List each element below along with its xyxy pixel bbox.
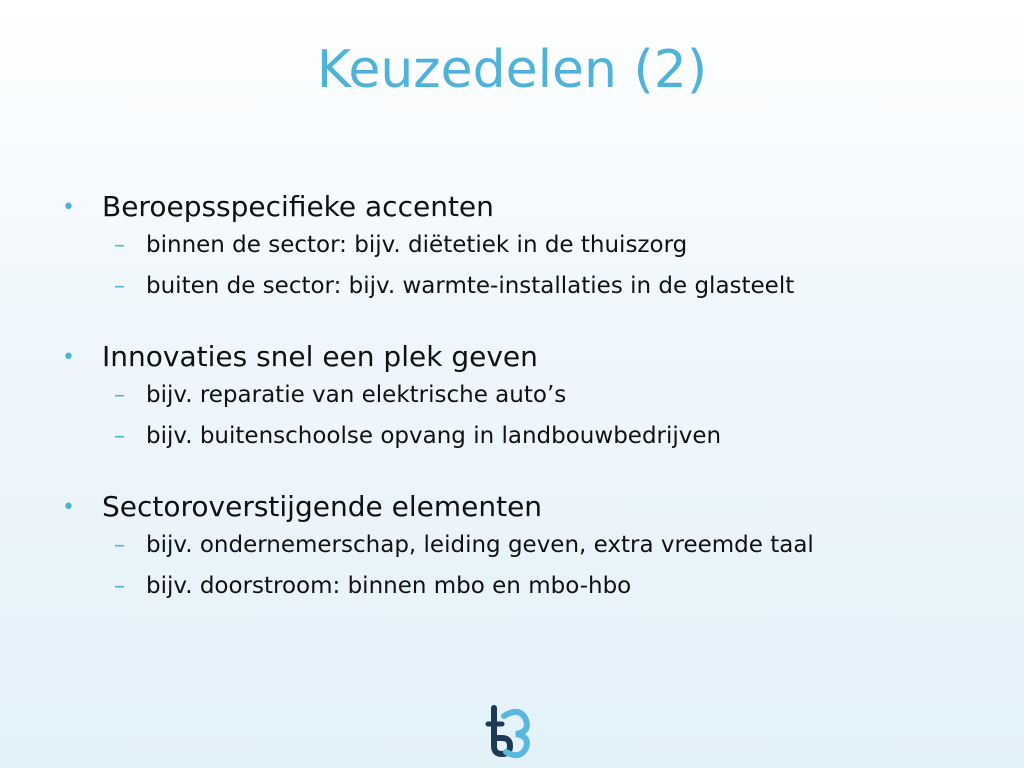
sbb-logo-icon [480, 702, 540, 762]
dash-marker-icon: – [114, 383, 125, 408]
bullet-marker-icon: • [62, 195, 75, 220]
dash-marker-icon: – [114, 233, 125, 258]
sub-bullet-text: bijv. doorstroom: binnen mbo en mbo-hbo [146, 573, 632, 599]
sub-bullet-item [62, 423, 982, 464]
dash-marker-icon: – [114, 533, 125, 558]
bullet-marker-icon: • [62, 495, 75, 520]
dash-marker-icon: – [114, 574, 125, 599]
bullet-text: Innovaties snel een plek geven [102, 340, 538, 373]
bullet-text: Beroepsspecifieke accenten [102, 190, 494, 223]
bullet-text: Sectoroverstijgende elementen [102, 490, 543, 523]
sub-bullet-item [62, 532, 982, 573]
bullet-group [62, 490, 982, 614]
dash-marker-icon: – [114, 424, 125, 449]
bullet-group [62, 340, 982, 464]
bullet-list [62, 190, 982, 640]
sub-bullet-text: buiten de sector: bijv. warmte-installaties in de glasteelt [146, 273, 795, 299]
bullet-item [62, 190, 982, 232]
bullet-item [62, 490, 982, 532]
sub-bullet-item [62, 382, 982, 423]
bullet-marker-icon: • [62, 345, 75, 370]
bullet-item [62, 340, 982, 382]
sub-bullet-text: bijv. ondernemerschap, leiding geven, extra vreemde taal [146, 532, 814, 558]
bullet-group [62, 190, 982, 314]
sub-bullet-item [62, 232, 982, 273]
dash-marker-icon: – [114, 274, 125, 299]
sub-bullet-item [62, 573, 982, 614]
sub-bullet-item [62, 273, 982, 314]
slide-title: Keuzedelen (2) [316, 40, 708, 100]
sub-bullet-text: bijv. reparatie van elektrische auto’s [146, 382, 567, 408]
sub-bullet-text: binnen de sector: bijv. diëtetiek in de thuiszorg [146, 232, 688, 258]
sub-bullet-text: bijv. buitenschoolse opvang in landbouwbedrijven [146, 423, 722, 449]
